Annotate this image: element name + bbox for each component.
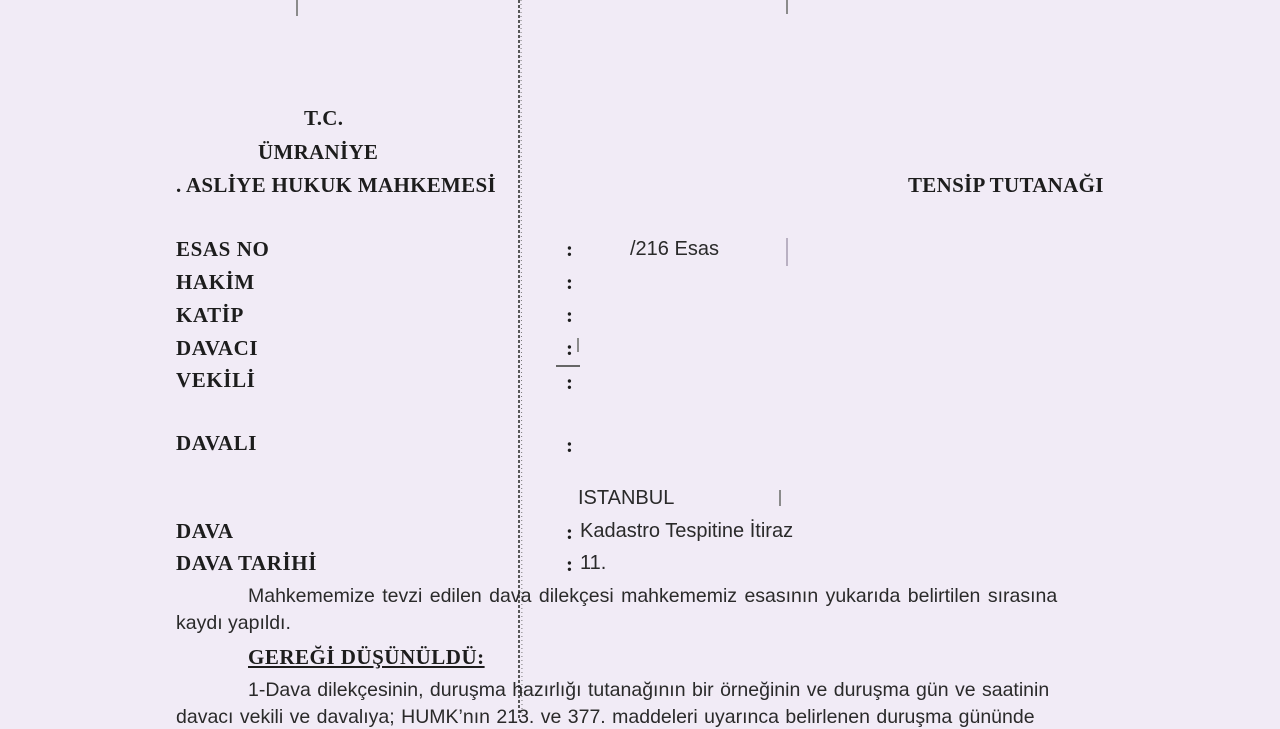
field-colon: : — [566, 520, 573, 544]
field-colon: : — [566, 270, 573, 294]
field-value-dava-tarihi: 11. — [580, 552, 607, 574]
paragraph-line: davacı vekili ve davalıya; HUMK’nın 213. ve 377. maddeleri uyarınca belirlenen duruşma gününde — [176, 706, 1035, 728]
field-label-dava: DAVA — [176, 519, 234, 543]
document-title: TENSİP TUTANAĞI — [908, 173, 1104, 197]
scan-speck — [786, 238, 788, 266]
section-heading: GEREĞİ DÜŞÜNÜLDÜ: — [248, 645, 485, 669]
field-value-esas-no: /216 Esas — [630, 238, 719, 260]
scan-speck — [556, 365, 580, 367]
field-colon: : — [566, 370, 573, 394]
field-colon: : — [566, 237, 573, 261]
field-label-katip: KATİP — [176, 303, 244, 327]
scan-speck — [786, 0, 788, 14]
field-value-dava: Kadastro Tespitine İtiraz — [580, 520, 794, 542]
court-name: . ASLİYE HUKUK MAHKEMESİ — [176, 173, 496, 197]
paragraph-line: kaydı yapıldı. — [176, 612, 291, 634]
field-label-vekili: VEKİLİ — [176, 368, 256, 392]
scan-speck — [296, 0, 298, 16]
paragraph-line: 1-Dava dilekçesinin, duruşma hazırlığı tutanağının bir örneğinin ve duruşma gün ve saatinin — [248, 679, 1050, 701]
paragraph-line: Mahkememize tevzi edilen dava dilekçesi mahkememiz esasının yukarıda belirtilen sırasına — [248, 585, 1058, 607]
field-label-esas-no: ESAS NO — [176, 237, 270, 261]
scan-speck — [577, 338, 579, 352]
field-label-davali: DAVALI — [176, 431, 258, 455]
scan-speck — [779, 490, 781, 506]
tc-heading: T.C. — [304, 106, 344, 130]
field-colon: : — [566, 303, 573, 327]
fold-line-artifact — [512, 0, 528, 720]
davali-city: ISTANBUL — [578, 487, 675, 509]
field-label-davaci: DAVACI — [176, 336, 259, 360]
field-colon: : — [566, 552, 573, 576]
city-heading: ÜMRANİYE — [258, 140, 379, 164]
field-label-hakim: HAKİM — [176, 270, 255, 294]
field-colon: : — [566, 336, 573, 360]
field-colon: : — [566, 433, 573, 457]
field-label-dava-tarihi: DAVA TARİHİ — [176, 551, 318, 575]
